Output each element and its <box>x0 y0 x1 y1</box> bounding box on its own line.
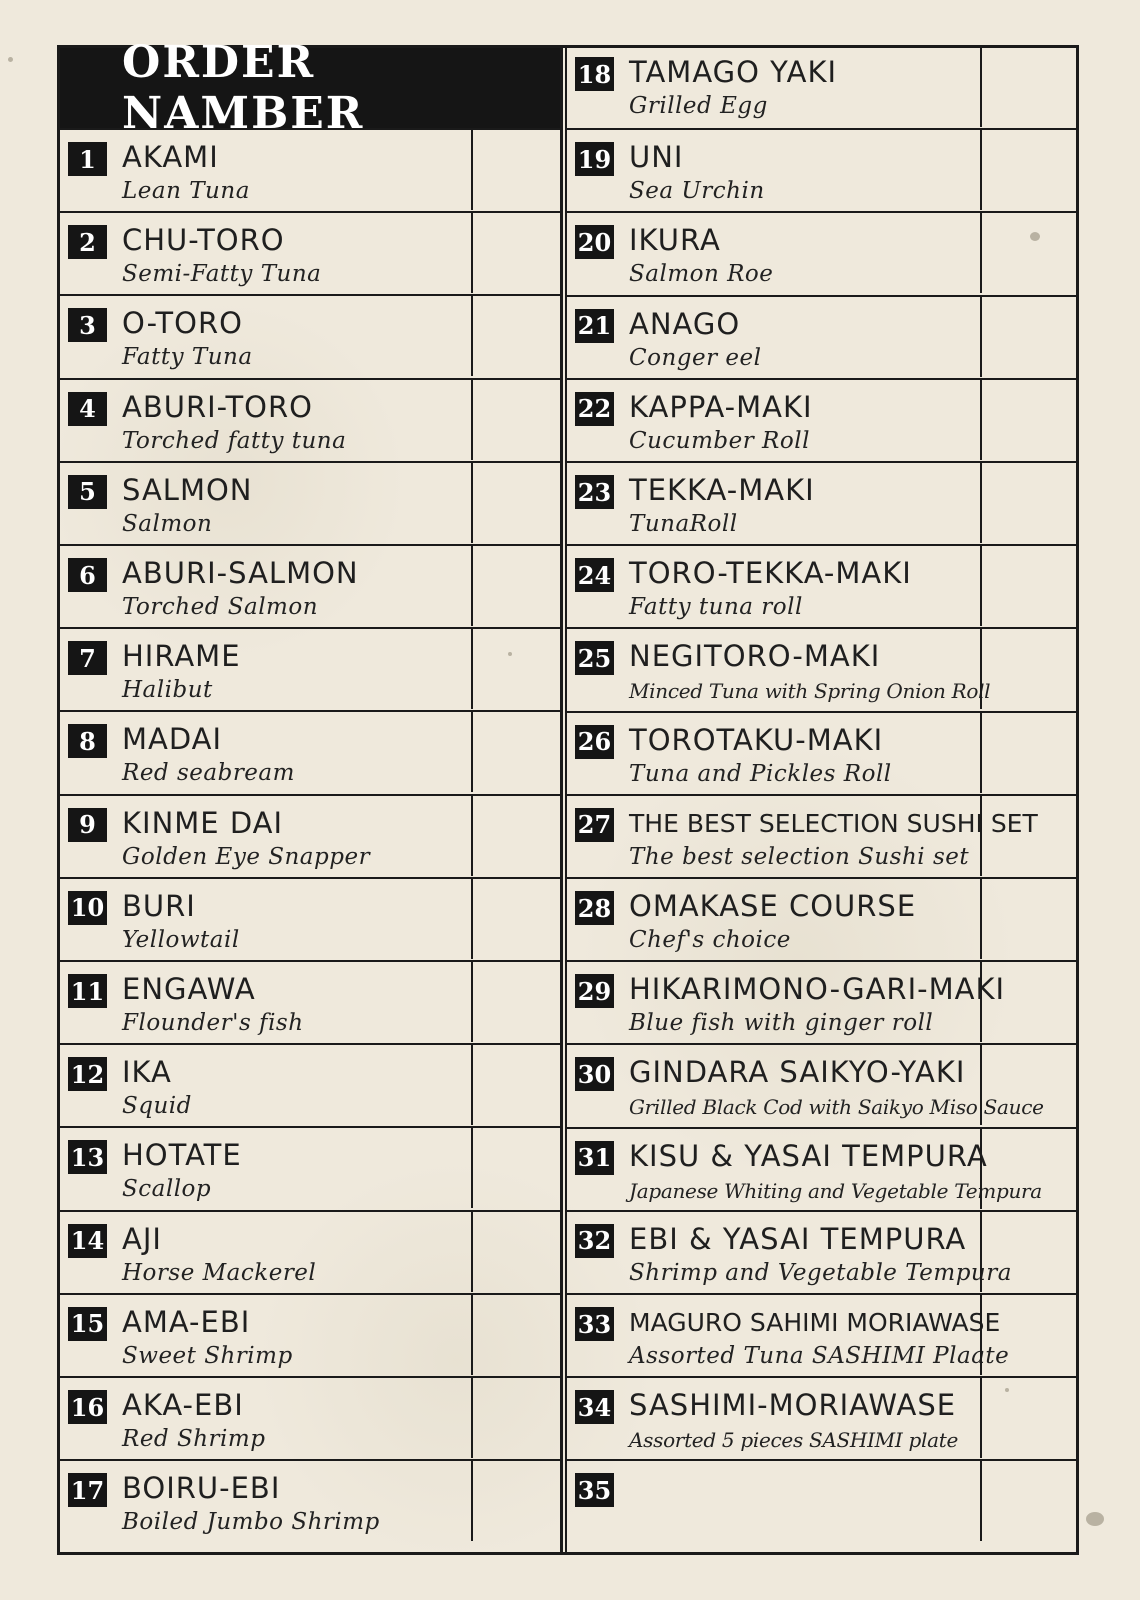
quantity-box[interactable] <box>471 213 563 293</box>
quantity-box[interactable] <box>471 712 563 792</box>
sheet-title: ORDER NAMBER <box>60 48 561 128</box>
item-name: KAPPA-MAKI <box>629 389 813 424</box>
item-number-badge: 3 <box>68 308 107 342</box>
item-description: Grilled Egg <box>629 93 768 119</box>
item-number-badge: 34 <box>575 1390 614 1424</box>
item-number-badge: 15 <box>68 1307 107 1341</box>
order-row <box>567 1043 1076 1125</box>
item-name: ABURI-TORO <box>122 389 313 424</box>
item-description: Japanese Whiting and Vegetable Tempura <box>629 1178 1042 1203</box>
right-column <box>567 48 1076 1552</box>
order-row <box>567 1127 1076 1209</box>
quantity-box[interactable] <box>980 962 1072 1042</box>
item-description: Grilled Black Cod with Saikyo Miso Sauce <box>629 1095 1044 1120</box>
item-name: AJI <box>122 1221 162 1256</box>
item-description: Minced Tuna with Spring Onion Roll <box>629 679 991 704</box>
item-number-badge: 23 <box>575 475 614 509</box>
order-row <box>567 1459 1076 1541</box>
item-description: Red Shrimp <box>122 1426 266 1452</box>
item-description: Semi-Fatty Tuna <box>122 261 322 288</box>
item-number-badge: 1 <box>68 142 107 176</box>
left-column <box>60 37 561 1552</box>
item-description: Sea Urchin <box>629 178 765 205</box>
item-description: Salmon <box>122 510 213 537</box>
item-name: TAMAGO YAKI <box>629 55 838 89</box>
item-description: Chef's choice <box>629 927 791 953</box>
item-number-badge: 12 <box>68 1057 107 1091</box>
item-name: NEGITORO-MAKI <box>629 639 881 674</box>
item-number-badge: 22 <box>575 392 614 426</box>
item-number-badge: 24 <box>575 558 614 592</box>
item-description: Flounder's fish <box>122 1010 304 1036</box>
item-name: UNI <box>629 140 684 175</box>
item-description: TunaRoll <box>629 511 738 537</box>
quantity-box[interactable] <box>471 1128 563 1208</box>
item-number-badge: 35 <box>575 1473 614 1507</box>
order-row <box>567 627 1076 709</box>
order-row <box>60 294 561 376</box>
order-row <box>60 794 561 876</box>
item-number-badge: 29 <box>575 974 614 1008</box>
order-row <box>567 378 1076 460</box>
quantity-box[interactable] <box>980 380 1072 460</box>
order-row <box>60 1210 561 1292</box>
item-name: THE BEST SELECTION SUSHI SET <box>629 808 1038 838</box>
item-description: Assorted 5 pieces SASHIMI plate <box>629 1428 959 1453</box>
item-description: Salmon Roe <box>629 261 774 288</box>
item-description: Sweet Shrimp <box>122 1342 293 1369</box>
order-row <box>567 794 1076 876</box>
item-description: Golden Eye Snapper <box>122 843 371 870</box>
quantity-box[interactable] <box>980 796 1072 876</box>
item-description: Lean Tuna <box>122 178 250 204</box>
item-name: MAGURO SAHIMI MORIAWASE <box>629 1308 1001 1337</box>
item-name: OMAKASE COURSE <box>629 889 917 923</box>
item-description: Boiled Jumbo Shrimp <box>122 1509 380 1536</box>
order-row <box>60 128 561 210</box>
item-name: AKA-EBI <box>122 1388 244 1422</box>
order-row <box>60 627 561 709</box>
item-number-badge: 5 <box>68 475 107 509</box>
item-name: O-TORO <box>122 306 243 341</box>
quantity-box[interactable] <box>471 546 563 626</box>
quantity-box[interactable] <box>471 1378 563 1458</box>
item-number-badge: 4 <box>68 392 107 426</box>
item-number-badge: 8 <box>68 724 107 758</box>
quantity-box[interactable] <box>980 297 1072 377</box>
item-number-badge: 28 <box>575 891 614 925</box>
item-number-badge: 16 <box>68 1390 107 1424</box>
order-row <box>60 461 561 543</box>
order-row <box>567 211 1076 293</box>
item-description: Cucumber Roll <box>629 427 810 454</box>
item-number-badge: 27 <box>575 808 614 842</box>
item-number-badge: 10 <box>68 891 107 925</box>
order-row <box>60 378 561 460</box>
item-name: BOIRU-EBI <box>122 1471 281 1506</box>
quantity-box[interactable] <box>471 962 563 1042</box>
item-name: HOTATE <box>122 1138 242 1173</box>
quantity-box[interactable] <box>471 296 563 376</box>
order-row <box>567 960 1076 1042</box>
item-description: Tuna and Pickles Roll <box>629 760 892 787</box>
item-description: Squid <box>122 1093 192 1120</box>
order-row <box>567 461 1076 543</box>
quantity-box[interactable] <box>471 1045 563 1125</box>
order-row <box>60 1043 561 1125</box>
item-name: TOROTAKU-MAKI <box>629 722 884 757</box>
item-number-badge: 14 <box>68 1224 107 1258</box>
order-row <box>567 877 1076 959</box>
order-row <box>567 295 1076 377</box>
quantity-box[interactable] <box>980 1045 1072 1125</box>
item-number-badge: 21 <box>575 309 614 343</box>
quantity-box[interactable] <box>471 629 563 709</box>
order-row <box>567 544 1076 626</box>
quantity-box[interactable] <box>471 1212 563 1292</box>
quantity-box[interactable] <box>980 1461 1072 1541</box>
item-name: SASHIMI-MORIAWASE <box>629 1388 957 1423</box>
item-name: MADAI <box>122 722 223 757</box>
quantity-box[interactable] <box>980 1212 1072 1292</box>
order-row <box>60 1376 561 1458</box>
item-number-badge: 18 <box>575 57 614 91</box>
quantity-box[interactable] <box>980 629 1072 709</box>
order-sheet <box>57 37 1079 1555</box>
item-description: Torched Salmon <box>122 594 319 620</box>
order-row <box>60 1459 561 1541</box>
item-name: GINDARA SAIKYO-YAKI <box>629 1055 966 1090</box>
item-number-badge: 7 <box>68 641 107 675</box>
item-name: CHU-TORO <box>122 223 285 258</box>
item-number-badge: 9 <box>68 808 107 842</box>
quantity-box[interactable] <box>471 130 563 210</box>
item-description: The best selection Sushi set <box>629 843 970 870</box>
item-name: HIKARIMONO-GARI-MAKI <box>629 972 1006 1007</box>
item-number-badge: 32 <box>575 1224 614 1258</box>
item-name: HIRAME <box>122 639 241 674</box>
item-number-badge: 11 <box>68 974 107 1008</box>
quantity-box[interactable] <box>980 546 1072 626</box>
quantity-box[interactable] <box>980 1378 1072 1458</box>
item-number-badge: 31 <box>575 1141 614 1175</box>
item-name: IKURA <box>629 223 721 258</box>
item-description: Red seabream <box>122 760 295 787</box>
quantity-box[interactable] <box>471 1295 563 1375</box>
item-number-badge: 17 <box>68 1473 107 1507</box>
quantity-box[interactable] <box>471 796 563 876</box>
item-number-badge: 6 <box>68 558 107 592</box>
item-description: Blue fish with ginger roll <box>629 1010 934 1037</box>
item-description: Halibut <box>122 677 213 704</box>
order-row <box>567 1210 1076 1292</box>
quantity-box[interactable] <box>980 130 1072 210</box>
item-name: TORO-TEKKA-MAKI <box>629 556 912 591</box>
item-description: Fatty tuna roll <box>629 594 803 621</box>
item-description: Assorted Tuna SASHIMI Plaate <box>629 1343 1010 1369</box>
order-row <box>567 1293 1076 1375</box>
item-description: Yellowtail <box>122 926 240 953</box>
quantity-box[interactable] <box>980 213 1072 293</box>
quantity-box[interactable] <box>980 879 1072 959</box>
item-name: KISU & YASAI TEMPURA <box>629 1138 988 1173</box>
quantity-box[interactable] <box>980 713 1072 793</box>
item-name: ENGAWA <box>122 972 256 1006</box>
order-row <box>567 45 1076 127</box>
item-number-badge: 19 <box>575 142 614 176</box>
item-description: Conger eel <box>629 344 762 371</box>
item-description: Fatty Tuna <box>122 344 253 371</box>
order-row <box>567 711 1076 793</box>
quantity-box[interactable] <box>471 879 563 959</box>
item-description: Horse Mackerel <box>122 1259 317 1286</box>
quantity-box[interactable] <box>471 463 563 543</box>
item-name: IKA <box>122 1055 172 1090</box>
item-description: Shrimp and Vegetable Tempura <box>629 1259 1012 1286</box>
item-number-badge: 25 <box>575 641 614 675</box>
item-name: AMA-EBI <box>122 1304 251 1339</box>
item-name: ANAGO <box>629 306 741 341</box>
item-name: KINME DAI <box>122 805 284 840</box>
item-number-badge: 20 <box>575 225 614 259</box>
item-name: ABURI-SALMON <box>122 556 359 590</box>
quantity-box[interactable] <box>980 463 1072 543</box>
order-row <box>60 544 561 626</box>
item-name: TEKKA-MAKI <box>629 473 815 507</box>
item-number-badge: 2 <box>68 225 107 259</box>
column-divider <box>560 48 567 1552</box>
item-number-badge: 30 <box>575 1057 614 1091</box>
item-description: Torched fatty tuna <box>122 427 347 454</box>
item-name: SALMON <box>122 472 253 507</box>
order-row <box>567 1376 1076 1458</box>
order-row <box>567 128 1076 210</box>
order-row <box>60 1293 561 1375</box>
quantity-box[interactable] <box>980 1129 1072 1209</box>
quantity-box[interactable] <box>980 1295 1072 1375</box>
item-number-badge: 13 <box>68 1140 107 1174</box>
quantity-box[interactable] <box>471 1461 563 1541</box>
order-row <box>60 960 561 1042</box>
order-row <box>60 710 561 792</box>
item-name: EBI & YASAI TEMPURA <box>629 1221 967 1256</box>
quantity-box[interactable] <box>471 380 563 460</box>
item-number-badge: 26 <box>575 725 614 759</box>
item-name: BURI <box>122 888 196 923</box>
order-row <box>60 211 561 293</box>
order-row <box>60 1126 561 1208</box>
item-name: AKAMI <box>122 140 219 174</box>
item-number-badge: 33 <box>575 1307 614 1341</box>
order-row <box>60 877 561 959</box>
item-description: Scallop <box>122 1176 212 1203</box>
quantity-box[interactable] <box>980 45 1072 127</box>
